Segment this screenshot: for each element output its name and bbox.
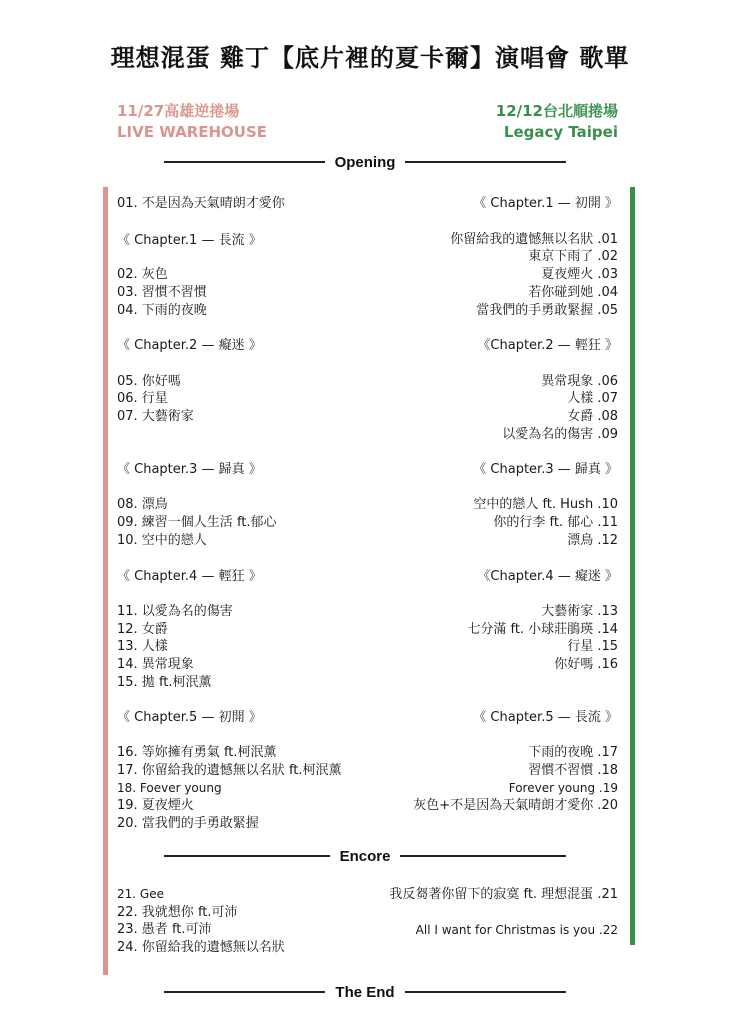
taipei-color-bar [630,187,635,945]
divider-the-end [164,982,566,1002]
right-song: 夏夜煙火 .03 [541,267,618,282]
left-encore-song: 22. 我就想你 ft.可沛 [117,905,238,920]
venue-kaohsiung [117,101,267,143]
left-encore-song: 23. 愚者 ft.可沛 [117,922,212,937]
left-song: 20. 當我們的手勇敢緊握 [117,816,259,831]
divider-line [405,161,566,163]
left-song: 10. 空中的戀人 [117,533,207,548]
left-song: 03. 習慣不習慣 [117,285,207,300]
divider-label: Opening [334,153,396,171]
right-song: 你留給我的遺憾無以名狀 .01 [450,232,618,247]
divider-line [164,991,325,993]
left-chapter-title: 《 Chapter.1 — 長流 》 [117,233,262,248]
right-song: 下雨的夜晚 .17 [528,745,618,760]
right-song: 習慣不習慣 .18 [528,763,618,778]
left-chapter-title: 《 Chapter.5 — 初開 》 [117,710,262,725]
left-song: 19. 夏夜煙火 [117,798,194,813]
right-chapter-title: 《 Chapter.5 — 長流 》 [473,710,618,725]
right-song: 你的行李 ft. 郁心 .11 [493,515,618,530]
right-song: 東京下雨了 .02 [528,249,618,264]
right-chapter-title: 《Chapter.2 — 輕狂 》 [477,338,618,353]
left-song: 06. 行星 [117,391,168,406]
left-chapter-title: 《 Chapter.3 — 歸真 》 [117,462,262,477]
right-song: 人樣 .07 [567,391,618,406]
divider-label: The End [335,983,395,1001]
right-song: 女爵 .08 [567,409,618,424]
right-song: 你好嗎 .16 [554,657,618,672]
right-song: 七分滿 ft. 小球莊鵑瑛 .14 [467,622,618,637]
left-song: 17. 你留給我的遺憾無以名狀 ft.柯泯薰 [117,763,342,778]
left-encore-song: 24. 你留給我的遺憾無以名狀 [117,940,285,955]
left-song: 04. 下雨的夜晚 [117,303,207,318]
venue-taipei [496,101,618,143]
left-song: 07. 大藝術家 [117,409,194,424]
left-chapter-title: 《 Chapter.2 — 癡迷 》 [117,338,262,353]
left-song: 16. 等妳擁有勇氣 ft.柯泯薰 [117,745,277,760]
divider-label: Encore [339,847,391,865]
venue-name: Legacy Taipei [503,123,618,141]
left-song: 15. 拋 ft.柯泯薰 [117,675,212,690]
page-title: 理想混蛋 雞丁【底片裡的夏卡爾】演唱會 歌單 [110,44,630,72]
left-song: 13. 人樣 [117,639,168,654]
left-song: 05. 你好嗎 [117,374,181,389]
right-chapter-title: 《 Chapter.3 — 歸真 》 [473,462,618,477]
divider-opening [164,152,566,172]
left-song: 08. 漂鳥 [117,497,168,512]
right-song: 灰色+不是因為天氣晴朗才愛你 .20 [413,798,618,813]
left-song: 12. 女爵 [117,622,168,637]
venue-name: LIVE WAREHOUSE [117,123,268,141]
right-song: Forever young .19 [508,781,618,795]
left-encore-song: 21. Gee [117,887,164,901]
right-song: 空中的戀人 ft. Hush .10 [473,497,618,512]
left-opening-song: 01. 不是因為天氣晴朗才愛你 [117,196,285,211]
right-encore-song: 我反芻著你留下的寂寞 ft. 理想混蛋 .21 [389,887,618,902]
divider-line [400,855,566,857]
divider-encore [164,846,566,866]
left-chapter-title: 《 Chapter.4 — 輕狂 》 [117,569,262,584]
right-song: 異常現象 .06 [541,374,618,389]
right-chapter-title: 《Chapter.4 — 癡迷 》 [477,569,618,584]
divider-line [164,161,325,163]
right-encore-song: All I want for Christmas is you .22 [415,923,618,937]
right-song: 若你碰到她 .04 [528,285,618,300]
left-song: 11. 以愛為名的傷害 [117,604,233,619]
left-song: 14. 異常現象 [117,657,194,672]
venue-date-city: 12/12台北順捲場 [495,102,618,120]
right-song: 當我們的手勇敢緊握 .05 [476,303,618,318]
left-song: 09. 練習一個人生活 ft.郁心 [117,515,277,530]
right-song: 以愛為名的傷害 .09 [502,427,618,442]
left-song: 02. 灰色 [117,267,168,282]
kaohsiung-color-bar [103,187,108,975]
venue-date-city: 11/27高雄逆捲場 [117,102,240,120]
divider-line [164,855,330,857]
right-chapter-title: 《 Chapter.1 — 初開 》 [473,196,618,211]
right-song: 行星 .15 [567,639,618,654]
left-song: 18. Foever young [117,781,222,795]
divider-line [405,991,566,993]
right-song: 漂鳥 .12 [567,533,618,548]
right-song: 大藝術家 .13 [541,604,618,619]
